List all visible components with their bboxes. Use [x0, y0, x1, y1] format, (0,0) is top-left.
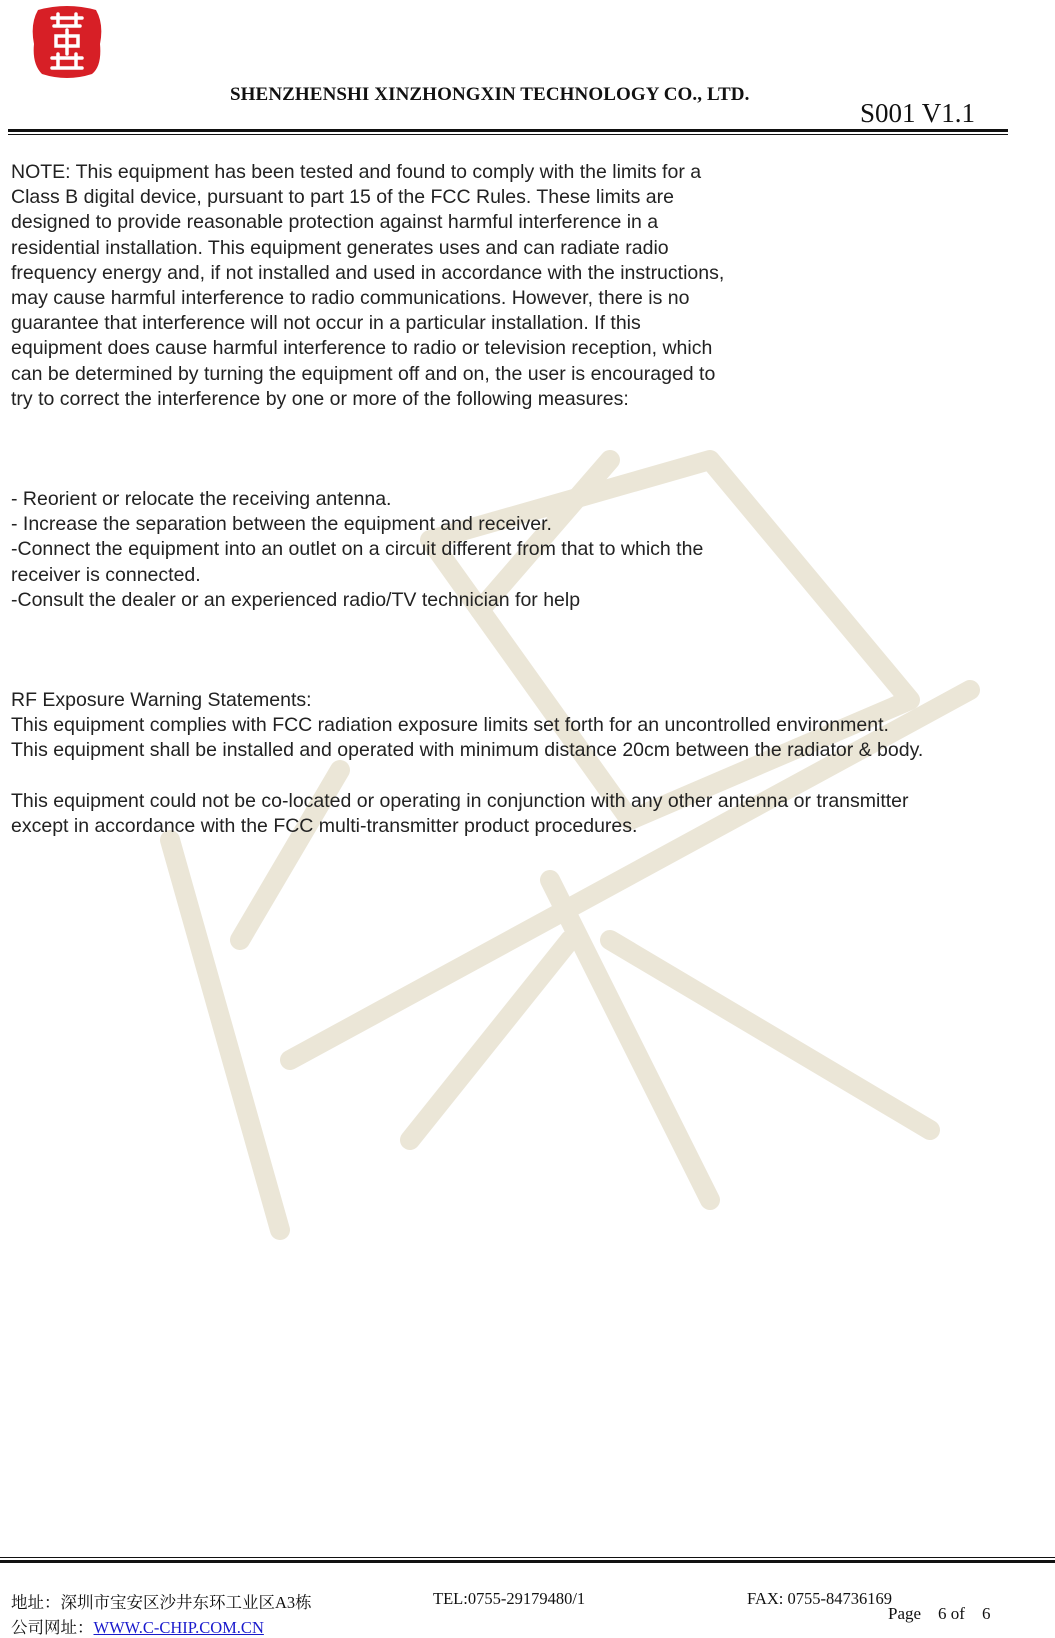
page-number: Page 6 of 6: [888, 1604, 991, 1623]
company-fax: FAX: 0755-84736169: [747, 1589, 892, 1608]
header-divider-thin: [8, 134, 1008, 135]
measure-item: -Connect the equipment into an outlet on a circuit different from that to which the: [11, 538, 704, 561]
measure-item: receiver is connected.: [11, 563, 201, 586]
footer-divider: [0, 1560, 1055, 1563]
website-link[interactable]: WWW.C-CHIP.COM.CN: [93, 1618, 264, 1637]
company-name: SHENZHENSHI XINZHONGXIN TECHNOLOGY CO., LTD.: [230, 84, 750, 105]
note-line: try to correct the interference by one or more of the following measures:: [11, 387, 629, 410]
rf-line: This equipment complies with FCC radiation exposure limits set forth for an uncontrolled environment.: [11, 714, 889, 737]
note-line: residential installation. This equipment generates uses and can radiate radio: [11, 236, 669, 259]
colocation-paragraph: [11, 789, 1051, 839]
fcc-note-paragraph: [11, 160, 1051, 412]
document-body: [11, 160, 1051, 839]
company-address: 地址：深圳市宝安区沙井东环工业区A3栋: [11, 1593, 312, 1612]
colocation-line: except in accordance with the FCC multi-transmitter product procedures.: [11, 814, 638, 837]
company-telephone: TEL:0755-29179480/1: [433, 1589, 586, 1608]
company-seal-logo-icon: [28, 4, 106, 80]
measure-item: -Consult the dealer or an experienced radio/TV technician for help: [11, 588, 581, 611]
website-label: 公司网址：: [11, 1618, 94, 1637]
note-line: designed to provide reasonable protection against harmful interference in a: [11, 211, 659, 234]
rf-exposure-section: [11, 688, 1051, 764]
footer-divider-thin: [0, 1557, 1055, 1558]
document-version: S001 V1.1: [860, 98, 976, 128]
note-line: Class B digital device, pursuant to part 15 of the FCC Rules. These limits are: [11, 186, 674, 209]
company-website: [11, 1614, 264, 1638]
rf-line: This equipment shall be installed and operated with minimum distance 20cm between the radiator & body.: [11, 739, 924, 762]
measure-item: - Increase the separation between the equipment and receiver.: [11, 513, 552, 536]
measure-item: - Reorient or relocate the receiving antenna.: [11, 488, 392, 511]
note-line: guarantee that interference will not occur in a particular installation. If this: [11, 312, 641, 335]
note-line: equipment does cause harmful interference to radio or television reception, which: [11, 337, 713, 360]
rf-heading: RF Exposure Warning Statements:: [11, 689, 312, 712]
note-line: NOTE: This equipment has been tested and found to comply with the limits for a: [11, 161, 702, 183]
interference-measures-list: [11, 487, 1051, 613]
note-line: frequency energy and, if not installed and used in accordance with the instructions,: [11, 261, 725, 284]
header-divider: [8, 129, 1008, 132]
note-line: may cause harmful interference to radio communications. However, there is no: [11, 287, 690, 310]
note-line: can be determined by turning the equipment off and on, the user is encouraged to: [11, 362, 716, 385]
colocation-line: This equipment could not be co-located or operating in conjunction with any other antenna or transmitter: [11, 789, 909, 812]
